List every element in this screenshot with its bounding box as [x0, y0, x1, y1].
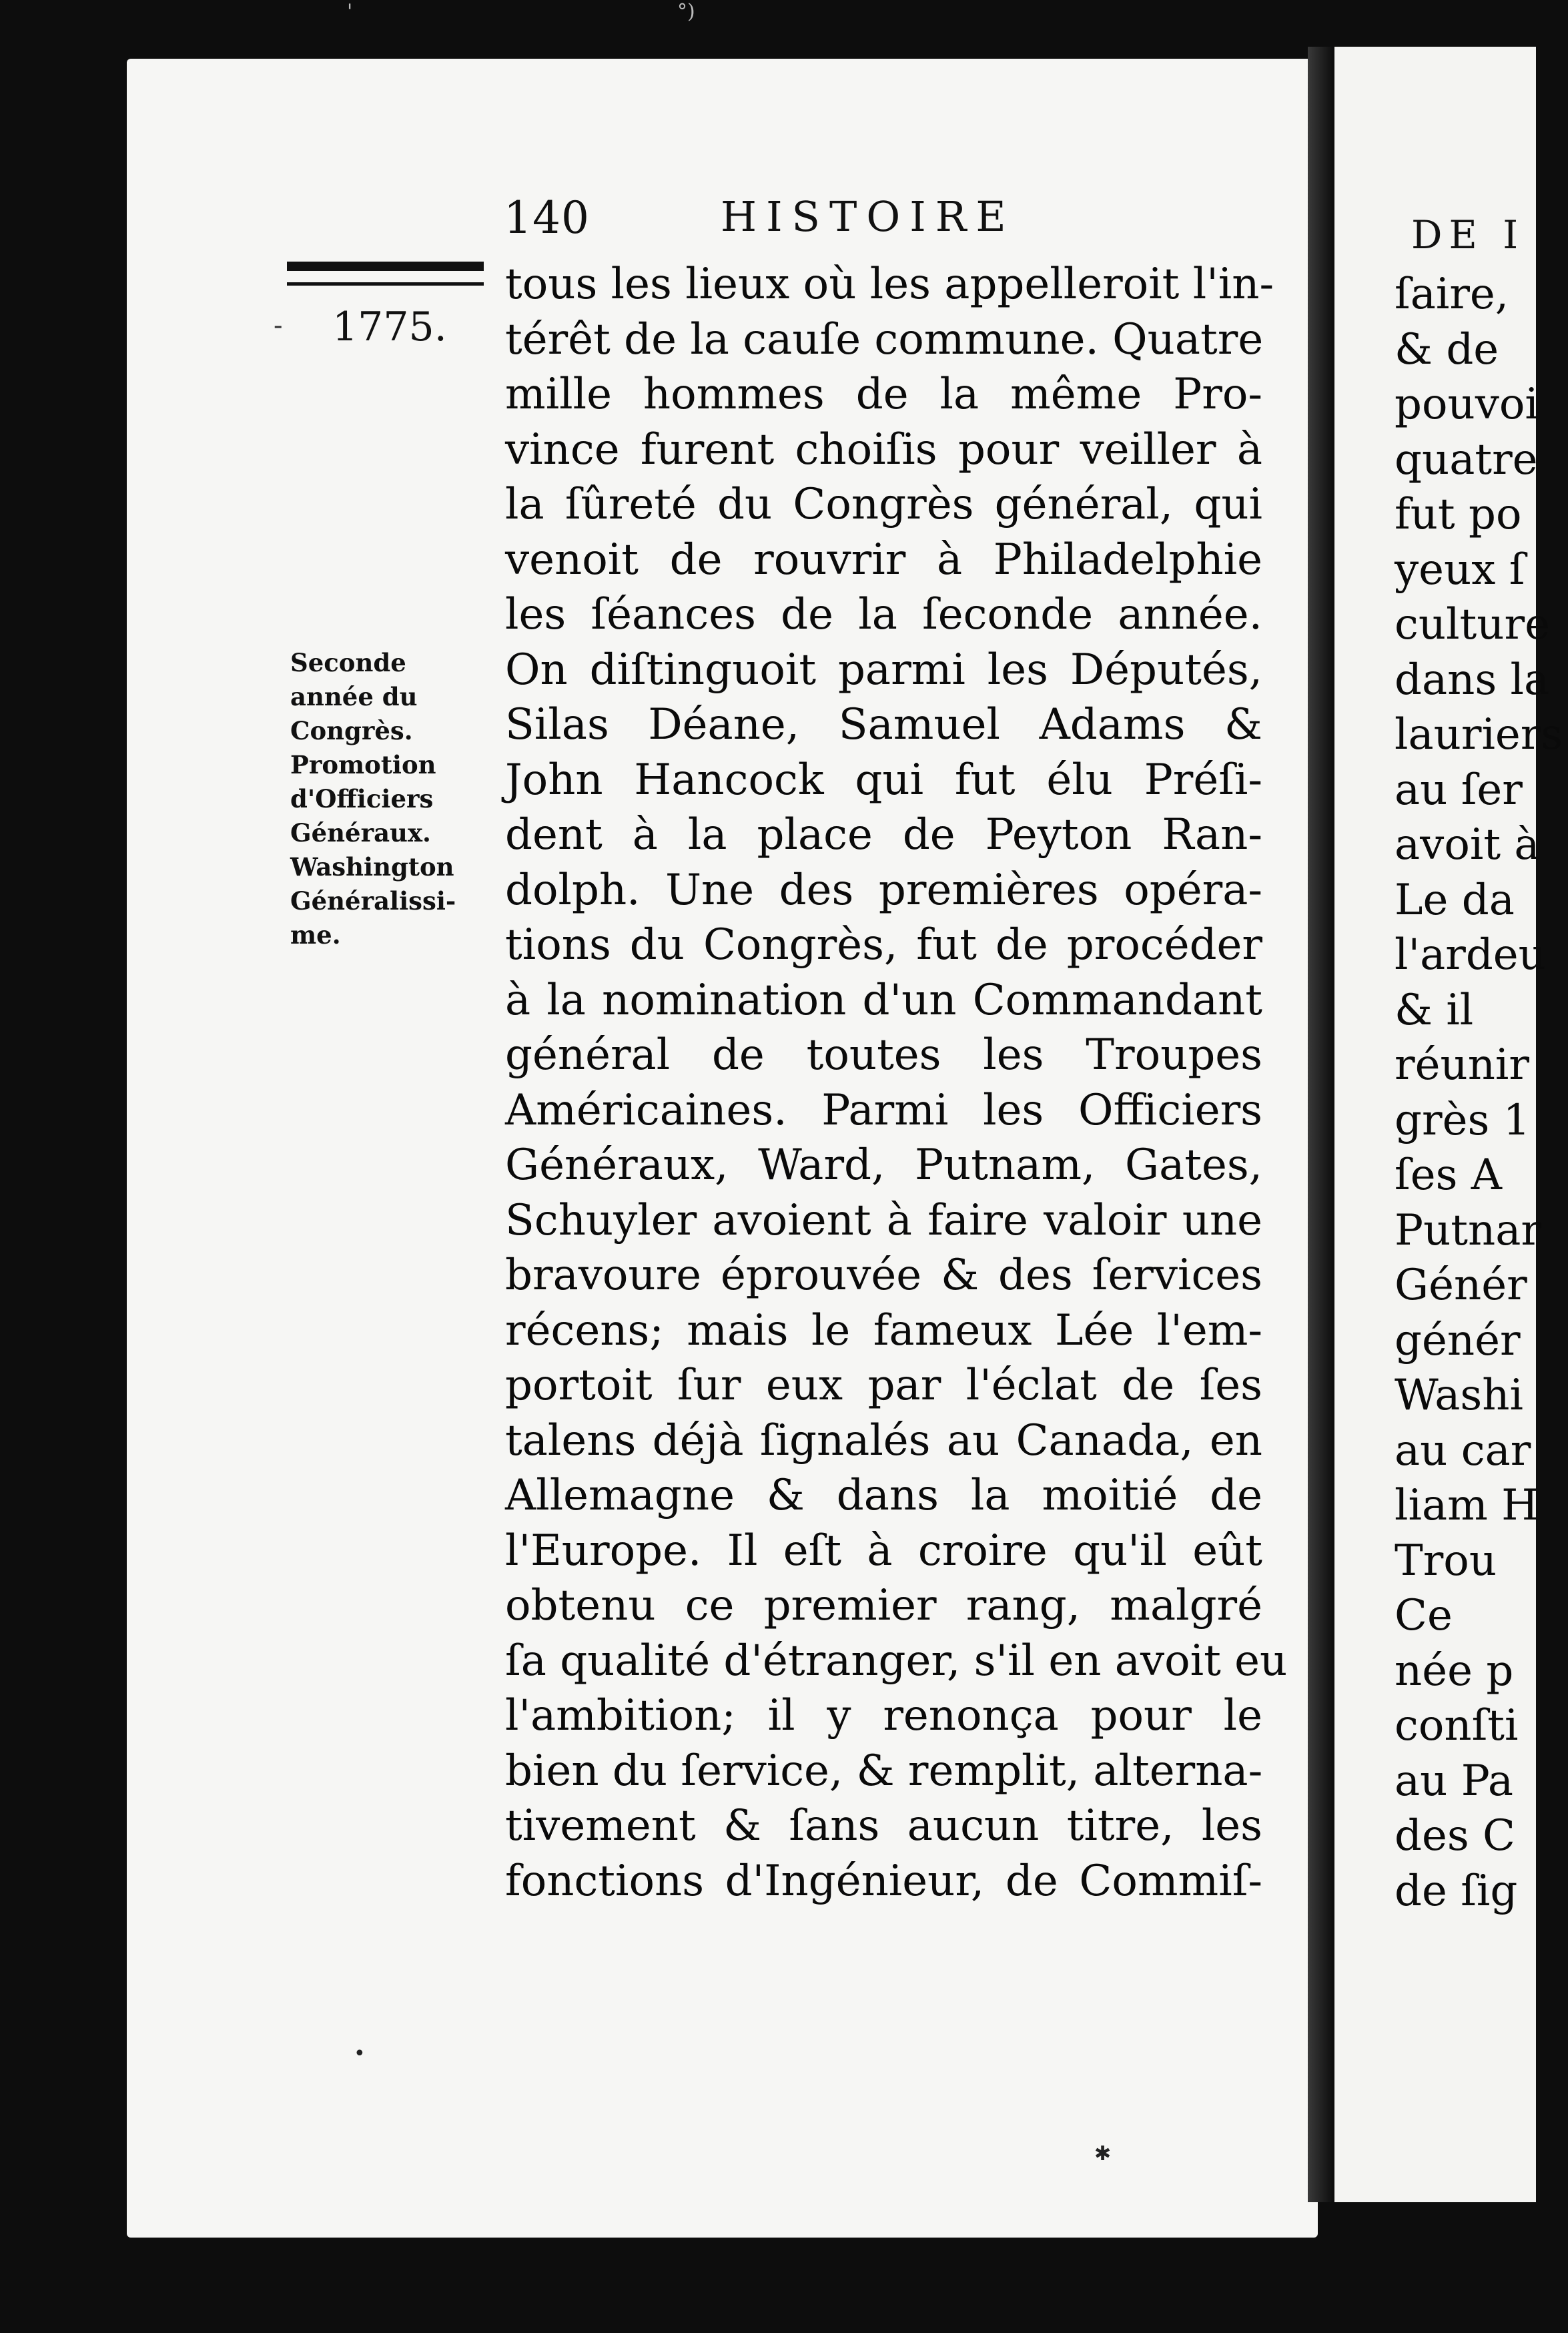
text-line-fragment: pouvoi [1395, 380, 1539, 429]
text-line-fragment: ſes A [1395, 1150, 1502, 1200]
text-line: vince furent choiſis pour veiller à [505, 424, 1262, 474]
text-line-fragment: l'ardeu [1395, 930, 1546, 980]
text-line-fragment: née p [1395, 1646, 1514, 1696]
marginal-note-line: Congrès. [290, 716, 413, 745]
text-line-fragment: ſaire, [1395, 270, 1509, 319]
text-line-fragment: au car [1395, 1425, 1531, 1475]
right-page-text [1395, 267, 1568, 1919]
text-line: Généraux, Ward, Putnam, Gates, [505, 1140, 1262, 1190]
text-line-fragment: Ce [1395, 1591, 1453, 1640]
text-line: dolph. Une des premières opéra- [505, 865, 1262, 915]
text-line-fragment: lauriers [1395, 710, 1563, 759]
text-line: venoit de rouvrir à Philadelphie [505, 535, 1262, 585]
text-line-fragment: de ſig [1395, 1866, 1518, 1916]
marginal-note-line: Seconde [290, 648, 406, 677]
text-line: dent à la place de Peyton Ran- [505, 810, 1262, 860]
text-line: tivement & ſans aucun titre, les [505, 1801, 1262, 1851]
text-line-fragment: grès 1 [1395, 1095, 1531, 1145]
marginal-note-line: d'Officiers [290, 784, 434, 813]
text-line: l'Europe. Il eſt à croire qu'il eût [505, 1526, 1262, 1576]
text-line: John Hancock qui fut élu Préſi- [505, 755, 1262, 805]
ink-speck: ✱ [1094, 2142, 1112, 2165]
text-line: tous les lieux où les appelleroit l'in- [505, 260, 1274, 309]
text-line: les ſéances de la ſeconde année. [505, 590, 1262, 639]
text-line-fragment: Washi [1395, 1371, 1523, 1420]
marginal-note [290, 646, 490, 952]
text-line: à la nomination d'un Commandant [505, 975, 1262, 1025]
text-line-fragment: Putnar [1395, 1205, 1541, 1255]
text-line: talens déjà ſignalés au Canada, en [505, 1415, 1262, 1465]
text-line: mille hommes de la même Pro- [505, 370, 1262, 419]
right-running-title: DE I [1411, 212, 1525, 258]
text-line: bien du ſervice, & remplit, alterna- [505, 1746, 1263, 1796]
text-line-fragment: conſti [1395, 1701, 1519, 1750]
marginal-note-line: me. [290, 920, 341, 950]
text-line: général de toutes les Troupes [505, 1030, 1262, 1080]
text-line-fragment: Trou [1395, 1536, 1497, 1586]
text-line: térêt de la cauſe commune. Quatre [505, 314, 1264, 364]
text-line: Silas Déane, Samuel Adams & [505, 700, 1262, 749]
running-title: HISTOIRE [721, 192, 1016, 241]
marginal-note-line: Généralissi- [290, 886, 456, 916]
text-line: Allemagne & dans la moitié de [505, 1471, 1262, 1520]
text-line-fragment: des C [1395, 1811, 1515, 1861]
text-line: récens; mais le fameux Lée l'em- [505, 1305, 1262, 1355]
scan-artifact: - [274, 310, 283, 341]
margin-year: 1775. [332, 304, 447, 350]
text-line-fragment: dans la [1395, 655, 1550, 705]
text-line: tions du Congrès, fut de procéder [505, 920, 1262, 970]
text-line-fragment: Génér [1395, 1261, 1527, 1310]
text-line-fragment: génér [1395, 1315, 1521, 1365]
body-text [505, 257, 1288, 1909]
marginal-note-line: année du [290, 682, 418, 711]
text-line-fragment: culture [1395, 600, 1550, 649]
text-line-fragment: au Pa [1395, 1756, 1514, 1806]
marginal-note-line: Généraux. [290, 818, 431, 848]
text-line-fragment: réunir [1395, 1040, 1529, 1090]
text-line: la ſûreté du Congrès général, qui [505, 480, 1262, 529]
scan-artifact: °) [677, 0, 695, 23]
marginal-note-line: Promotion [290, 750, 436, 779]
marginal-note-line: Washington [290, 852, 454, 882]
text-line: portoit ſur eux par l'éclat de ſes [505, 1361, 1262, 1410]
text-line-fragment: & il [1395, 985, 1474, 1035]
text-line-fragment: quatre [1395, 434, 1538, 484]
text-line-fragment: liam H [1395, 1481, 1539, 1530]
text-line-fragment: yeux ſ [1395, 545, 1525, 595]
text-line: obtenu ce premier rang, malgré [505, 1581, 1262, 1630]
text-line: On diſtinguoit parmi les Députés, [505, 645, 1262, 695]
text-line: Schuyler avoient à faire valoir une [505, 1195, 1262, 1245]
scan-artifact: ' [347, 0, 353, 23]
text-line: ſa qualité d'étranger, s'il en avoit eu [505, 1636, 1288, 1686]
text-line-fragment: & de [1395, 324, 1499, 374]
text-line-fragment: Le da [1395, 875, 1515, 925]
text-line-fragment: au ſer [1395, 765, 1523, 815]
text-line: fonctions d'Ingénieur, de Commiſ- [505, 1856, 1262, 1906]
text-line: Américaines. Parmi les Officiers [505, 1085, 1262, 1135]
page-number: 140 [504, 192, 590, 244]
ink-speck: • [354, 2042, 366, 2065]
text-line: bravoure éprouvée & des ſervices [505, 1251, 1262, 1300]
text-line-fragment: fut po [1395, 490, 1522, 539]
text-line: l'ambition; il y renonça pour le [505, 1691, 1262, 1740]
text-line-fragment: avoit à [1395, 820, 1540, 870]
margin-rule [287, 262, 484, 286]
